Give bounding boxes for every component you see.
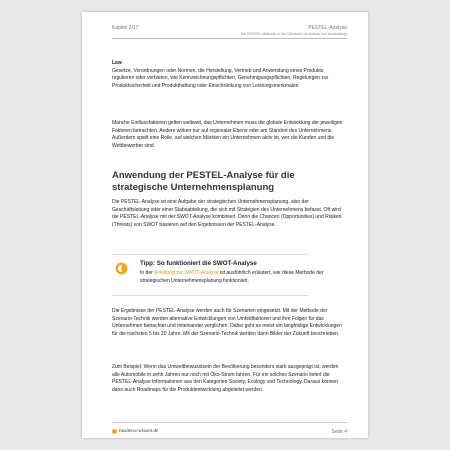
document-title: PESTEL-Analyse — [308, 25, 347, 31]
scenario-text: Die Ergebnisse der PESTEL-Analyse werden auch für Szenarien eingesetzt. Mit der Methode der Szenario-Technik werden alternative Entwicklungen von Umfeldfaktoren und ihre Folgen für das Unternehmen betrachtet und miteinander verglichen. Dabei geht es meist um langfristige Entwicklungen für die nächsten 5 bis 20 Jahre. Mit der Szenario-Technik werden dann Bilder der Zukunft beschrieben. — [112, 308, 342, 337]
footer-logo — [112, 428, 158, 434]
tip-divider-bottom — [112, 295, 308, 296]
tip-divider-top — [112, 254, 308, 255]
document-subtitle: Die PESTEL-Methode in der Übersicht mit Aufbau und Anwendung — [240, 32, 347, 36]
logo-dot-icon — [112, 429, 117, 434]
scenario-paragraph — [112, 308, 344, 338]
global-text: Manche Einflussfaktoren gelten weltweit, das Unternehmen muss die globale Entwicklung der jeweiligen Faktoren betrachten. Andere wirken nur auf regionaler Ebene oder am Standort des Unternehmens. Außerdem spielt eine Rolle, auf welchen Märkten ein Unternehmen aktiv ist, wer die Kunden und die Wettbewerber sind. — [112, 120, 343, 149]
footer-logo-text: business-wissen.de — [119, 428, 159, 434]
section-heading: Anwendung der PESTEL-Analyse für die strategische Unternehmensplanung — [112, 170, 295, 193]
document-page — [82, 12, 368, 438]
tip-title: Tipp: So funktioniert die SWOT-Analyse — [140, 260, 257, 267]
tip-text-post: ist ausführlich erläutert, wie diese Methode der strategischen Unternehmensplanung funktioniert. — [140, 270, 324, 284]
page-number: Seite 4 — [331, 429, 347, 435]
section-heading-block — [112, 170, 344, 193]
example-text: Zum Beispiel: Wenn das Umweltbewusstsein der Bevölkerung besonders stark ausgeprägt ist, werden alle Automobile in zehn Jahren nur noch mit Öko-Strom fahren. Für ein solches Szenario liefert die PESTEL-Analyse Informationen aus den Kategorien Society, Ecology und Technology. Daraus können dann auch Roadmaps für die Produktentwicklung abgeleitet werden. — [112, 364, 339, 393]
example-paragraph — [112, 364, 344, 394]
chapter-label: Kapitel 2/17 — [112, 25, 139, 31]
law-section — [112, 60, 344, 90]
global-paragraph — [112, 120, 344, 150]
tip-icon — [115, 262, 128, 275]
intro-text: Die PESTEL-Analyse ist eine Aufgabe der strategischen Unternehmensplanung, also der Geschäftsleitung oder einer Stabsabteilung, die sich mit Strategien des Unternehmens befasst. Oft wird die PESTEL-Analyse mit der SWOT-Analyse kombiniert. Denn die Chancen (Opportunities) und Risiken (Threats) von SWOT basieren auf den Ergebnissen der PESTEL-Analyse. — [112, 199, 342, 228]
intro-paragraph — [112, 199, 344, 229]
law-title: Law — [112, 60, 122, 66]
footer-divider — [112, 422, 347, 423]
swot-guide-link[interactable]: Anleitung zur SWOT-Analyse — [153, 270, 219, 276]
law-text: Gesetze, Verordnungen oder Normen, die Herstellung, Vertrieb und Anwendung eines Produkts regulieren oder verbieten, wie Kennzeichnungspflichten, Genehmigungspflichten, Regelungen zur Produktsicherheit und Produkthaftung oder Einschränkung von Leistungsmerkmalen — [112, 67, 329, 89]
tip-text-pre: In der — [140, 270, 154, 276]
tip-text — [140, 270, 340, 285]
header-divider — [112, 38, 347, 39]
